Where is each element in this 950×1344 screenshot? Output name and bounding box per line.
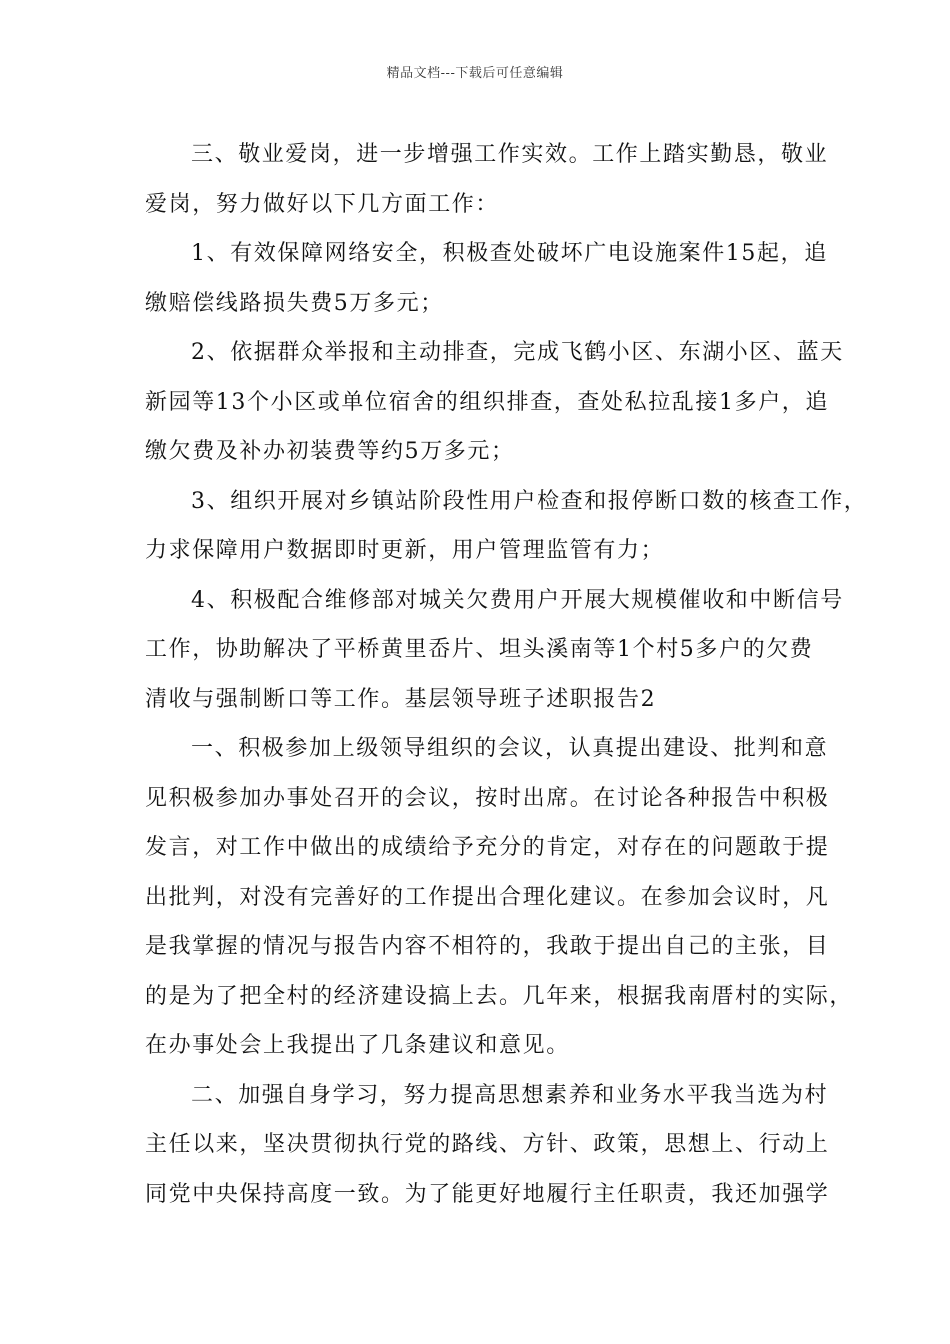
text-line: 缴赔偿线路损失费5万多元； [145, 290, 444, 316]
text-line: 发言，对工作中做出的成绩给予充分的肯定，对存在的问题敢于提 [145, 835, 830, 860]
text-line: 缴欠费及补办初装费等约5万多元； [145, 439, 515, 464]
text-line: 主任以来，坚决贯彻执行党的路线、方针、政策，思想上、行动上 [145, 1132, 830, 1157]
text-line: 2、依据群众举报和主动排查，完成飞鹤小区、东湖小区、蓝天 [191, 340, 844, 365]
text-line: 力求保障用户数据即时更新，用户管理监管有力； [145, 538, 665, 563]
document-body [145, 130, 868, 1219]
text-line: 清收与强制断口等工作。基层领导班子述职报告2 [145, 686, 657, 712]
text-line: 三、敬业爱岗，进一步增强工作实效。工作上踏实勤恳，敬业 [191, 142, 829, 167]
text-line: 爱岗，努力做好以下几方面工作： [145, 191, 500, 217]
text-line: 一、积极参加上级领导组织的会议，认真提出建设、批判和意 [191, 736, 829, 761]
text-line: 同党中央保持高度一致。为了能更好地履行主任职责，我还加强学 [145, 1181, 830, 1207]
text-line: 4、积极配合维修部对城关欠费用户开展大规模催收和中断信号 [191, 587, 844, 613]
text-line: 3、组织开展对乡镇站阶段性用户检查和报停断口数的核查工作， [191, 488, 868, 514]
text-line: 二、加强自身学习，努力提高思想素养和业务水平我当选为村 [191, 1082, 829, 1108]
text-line: 的是为了把全村的经济建设搞上去。几年来，根据我南厝村的实际， [145, 983, 854, 1009]
text-line: 见积极参加办事处召开的会议，按时出席。在讨论各种报告中积极 [145, 785, 830, 811]
text-line: 新园等13个小区或单位宿舍的组织排查，查处私拉乱接1多户，追 [145, 389, 829, 415]
text-line: 工作，协助解决了平桥黄里岙片、坦头溪南等1个村5多户的欠费 [145, 637, 814, 662]
text-line: 在办事处会上我提出了几条建议和意见。 [145, 1033, 570, 1058]
text-line: 1、有效保障网络安全，积极查处破坏广电设施案件15起，追 [191, 241, 828, 266]
text-line: 是我掌握的情况与报告内容不相符的，我敢于提出自己的主张，目 [145, 934, 830, 959]
page-header: 精品文档---下载后可任意编辑 [386, 66, 564, 81]
text-line: 出批判，对没有完善好的工作提出合理化建议。在参加会议时，凡 [145, 884, 830, 910]
